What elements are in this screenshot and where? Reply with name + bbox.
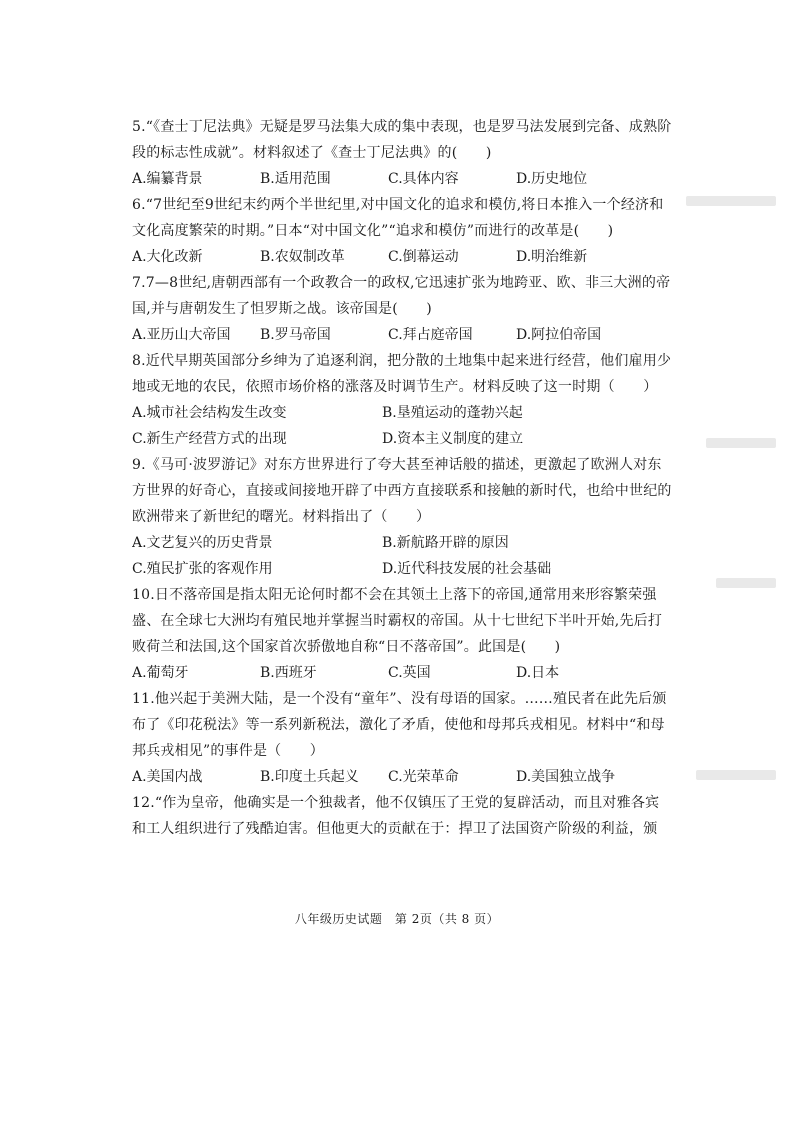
- question-11: [132, 686, 672, 790]
- option-a[interactable]: A.大化改新: [132, 249, 203, 265]
- option-d[interactable]: D.阿拉伯帝国: [516, 327, 602, 343]
- option-b[interactable]: B.西班牙: [260, 665, 317, 681]
- options-grid: [132, 530, 672, 582]
- option-a[interactable]: A.美国内战: [132, 769, 203, 785]
- scan-bleed-mark: [696, 770, 776, 780]
- option-d[interactable]: D.日本: [516, 665, 560, 681]
- option-a[interactable]: A.文艺复兴的历史背景: [132, 535, 273, 551]
- question-5: [132, 114, 672, 192]
- question-10: [132, 582, 672, 686]
- option-a[interactable]: A.葡萄牙: [132, 665, 189, 681]
- option-c[interactable]: C.殖民扩张的客观作用: [132, 561, 273, 577]
- scan-bleed-mark: [716, 578, 776, 588]
- option-c[interactable]: C.具体内容: [388, 171, 459, 187]
- options-row: [132, 244, 672, 270]
- option-b[interactable]: B.印度土兵起义: [260, 769, 359, 785]
- option-d[interactable]: D.美国独立战争: [516, 769, 616, 785]
- scan-bleed-mark: [706, 438, 776, 448]
- option-a[interactable]: A.编纂背景: [132, 171, 203, 187]
- question-stem: 6.“7世纪至9世纪末约两个半世纪里,对中国文化的追求和模仿,将日本推入一个经济和文化高度繁荣的时期。”日本“对中国文化”“追求和模仿”而进行的改革是( ): [132, 197, 664, 239]
- question-stem: 8.近代早期英国部分乡绅为了追逐利润，把分散的土地集中起来进行经营，他们雇用少地或无地的农民，依照市场价格的涨落及时调节生产。材料反映了这一时期（ ）: [132, 353, 672, 395]
- question-stem: 11.他兴起于美洲大陆，是一个没有“童年”、没有母语的国家。……殖民者在此先后颁布了《印花税法》等一系列新税法，激化了矛盾，使他和母邦兵戎相见。材料中“和母邦兵戎相见”的事件是（ ）: [132, 691, 667, 759]
- option-d[interactable]: D.历史地位: [516, 171, 588, 187]
- option-b[interactable]: B.垦殖运动的蓬勃兴起: [382, 405, 523, 421]
- option-d[interactable]: D.明治维新: [516, 249, 588, 265]
- options-row: [132, 322, 672, 348]
- option-b[interactable]: B.新航路开辟的原因: [382, 535, 509, 551]
- question-stem: 12.“作为皇帝，他确实是一个独裁者，他不仅镇压了王党的复辟活动，而且对雅各宾和工人组织进行了残酷迫害。但他更大的贡献在于：捍卫了法国资产阶级的利益，颁: [132, 795, 660, 837]
- option-c[interactable]: C.拜占庭帝国: [388, 327, 473, 343]
- option-a[interactable]: A.亚历山大帝国: [132, 327, 231, 343]
- option-b[interactable]: B.农奴制改革: [260, 249, 345, 265]
- option-c[interactable]: C.倒幕运动: [388, 249, 459, 265]
- options-row: [132, 166, 672, 192]
- option-b[interactable]: B.罗马帝国: [260, 327, 331, 343]
- question-stem: 5.“《查士丁尼法典》无疑是罗马法集大成的集中表现，也是罗马法发展到完备、成熟阶段的标志性成就”。材料叙述了《查士丁尼法典》的( ): [132, 119, 672, 161]
- scan-bleed-mark: [686, 196, 776, 206]
- option-c[interactable]: C.新生产经营方式的出现: [132, 431, 287, 447]
- questions-area: [132, 114, 672, 842]
- options-row: [132, 764, 672, 790]
- options-row: [132, 660, 672, 686]
- option-d[interactable]: D.资本主义制度的建立: [382, 431, 524, 447]
- option-c[interactable]: C.光荣革命: [388, 769, 459, 785]
- question-7: [132, 270, 672, 348]
- question-6: [132, 192, 672, 270]
- question-8: [132, 348, 672, 452]
- question-12: [132, 790, 672, 842]
- option-c[interactable]: C.英国: [388, 665, 431, 681]
- question-stem: 9.《马可·波罗游记》对东方世界进行了夸大甚至神话般的描述，更激起了欧洲人对东方世界的好奇心，直接或间接地开辟了中西方直接联系和接触的新时代，也给中世纪的欧洲带来了新世纪的曙光。材料指出了（ ）: [132, 457, 672, 525]
- option-a[interactable]: A.城市社会结构发生改变: [132, 405, 287, 421]
- question-stem: 10.日不落帝国是指太阳无论何时都不会在其领土上落下的帝国,通常用来形容繁荣强盛、在全球七大洲均有殖民地并掌握当时霸权的帝国。从十七世纪下半叶开始,先后打败荷兰和法国,这个国家首次骄傲地自称“日不落帝国”。此国是( ): [132, 587, 663, 655]
- page-footer: 八年级历史试题 第 2页（共 8 页）: [294, 912, 500, 926]
- option-d[interactable]: D.近代科技发展的社会基础: [382, 561, 552, 577]
- option-b[interactable]: B.适用范围: [260, 171, 331, 187]
- options-grid: [132, 400, 672, 452]
- question-stem: 7.7—8世纪,唐朝西部有一个政教合一的政权,它迅速扩张为地跨亚、欧、非三大洲的帝国,并与唐朝发生了怛罗斯之战。该帝国是( ): [132, 275, 671, 317]
- question-9: [132, 452, 672, 582]
